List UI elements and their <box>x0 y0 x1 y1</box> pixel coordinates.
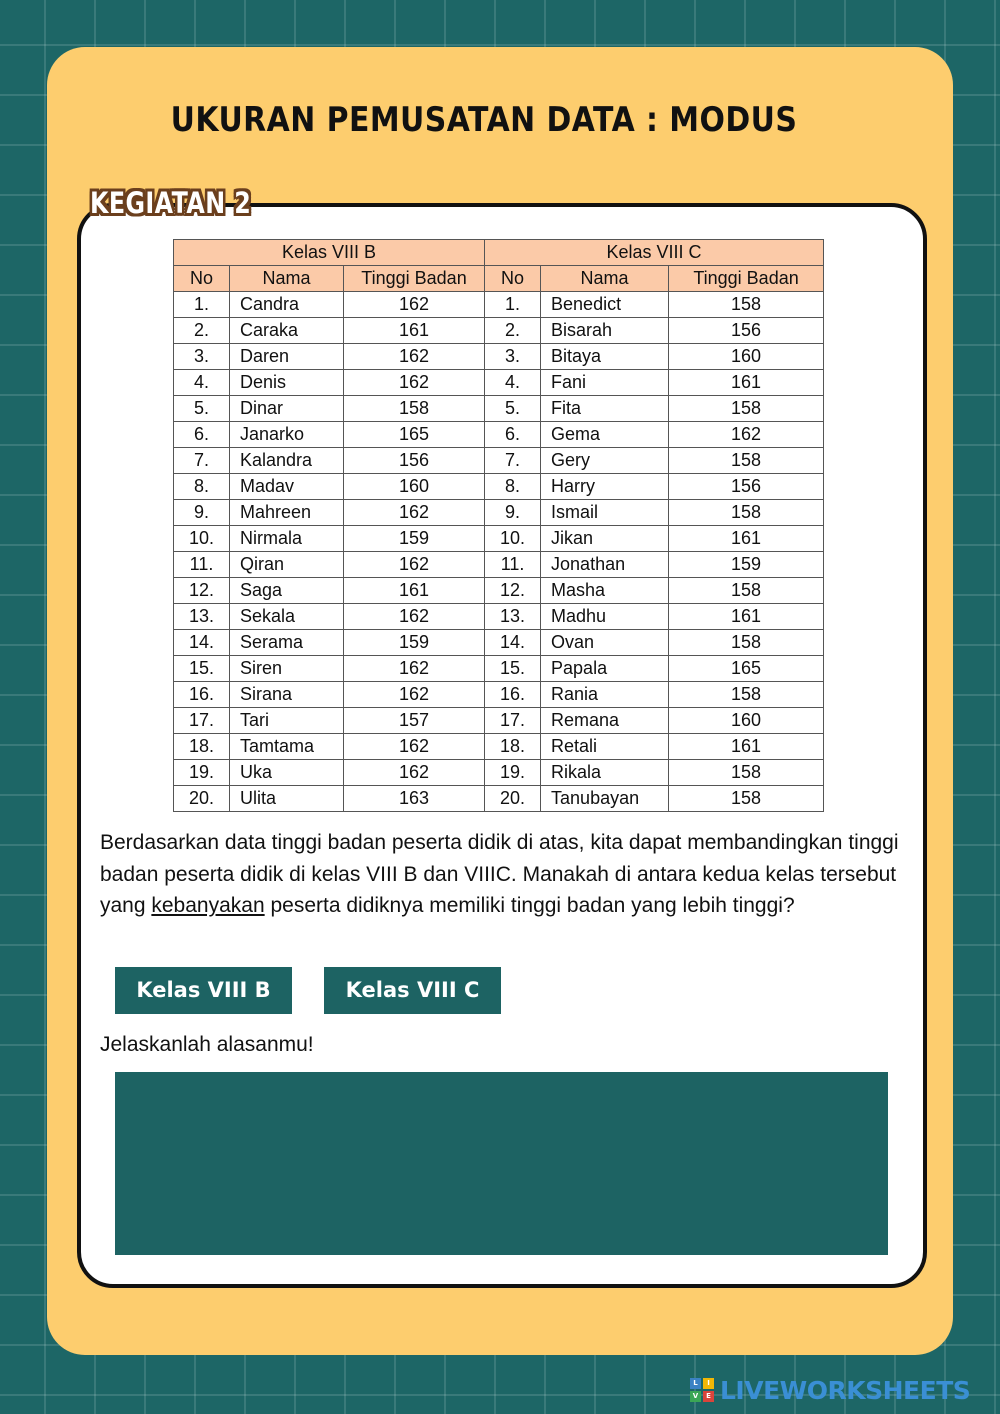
row-no-cell: 17. <box>485 708 541 734</box>
student-name-cell: Bisarah <box>541 318 669 344</box>
height-cell: 158 <box>669 760 824 786</box>
height-cell: 158 <box>669 396 824 422</box>
table-row <box>174 552 824 578</box>
table-column-header-row <box>174 266 824 292</box>
row-no-cell: 14. <box>174 630 230 656</box>
height-cell: 160 <box>344 474 485 500</box>
height-cell: 159 <box>344 630 485 656</box>
student-name-cell: Ulita <box>230 786 344 812</box>
row-no-cell: 15. <box>174 656 230 682</box>
student-name-cell: Saga <box>230 578 344 604</box>
height-cell: 162 <box>344 760 485 786</box>
class-b-header: Kelas VIII B <box>174 240 485 266</box>
col-no-header: No <box>485 266 541 292</box>
height-cell: 165 <box>669 656 824 682</box>
height-cell: 162 <box>344 734 485 760</box>
height-cell: 162 <box>344 344 485 370</box>
student-name-cell: Tari <box>230 708 344 734</box>
row-no-cell: 15. <box>485 656 541 682</box>
option-kelas-viii-b-button[interactable]: Kelas VIII B <box>115 967 292 1014</box>
row-no-cell: 4. <box>174 370 230 396</box>
class-c-header: Kelas VIII C <box>485 240 824 266</box>
table-row <box>174 526 824 552</box>
height-cell: 157 <box>344 708 485 734</box>
height-cell: 162 <box>669 422 824 448</box>
table-row <box>174 344 824 370</box>
row-no-cell: 12. <box>485 578 541 604</box>
row-no-cell: 10. <box>174 526 230 552</box>
height-cell: 163 <box>344 786 485 812</box>
row-no-cell: 19. <box>485 760 541 786</box>
row-no-cell: 14. <box>485 630 541 656</box>
row-no-cell: 6. <box>485 422 541 448</box>
height-cell: 159 <box>669 552 824 578</box>
student-name-cell: Uka <box>230 760 344 786</box>
question-emphasis: kebanyakan <box>151 894 265 917</box>
height-cell: 158 <box>669 448 824 474</box>
liveworksheets-brand <box>690 1376 970 1404</box>
student-name-cell: Denis <box>230 370 344 396</box>
table-row <box>174 422 824 448</box>
height-cell: 158 <box>669 292 824 318</box>
row-no-cell: 5. <box>485 396 541 422</box>
row-no-cell: 7. <box>174 448 230 474</box>
height-cell: 156 <box>669 474 824 500</box>
height-cell: 161 <box>669 604 824 630</box>
row-no-cell: 9. <box>174 500 230 526</box>
table-row <box>174 474 824 500</box>
student-name-cell: Tamtama <box>230 734 344 760</box>
row-no-cell: 4. <box>485 370 541 396</box>
row-no-cell: 11. <box>485 552 541 578</box>
height-cell: 160 <box>669 708 824 734</box>
page-title: UKURAN PEMUSATAN DATA : MODUS <box>170 100 798 140</box>
row-no-cell: 16. <box>174 682 230 708</box>
brand-text: LIVEWORKSHEETS <box>720 1375 971 1405</box>
col-height-header: Tinggi Badan <box>344 266 485 292</box>
row-no-cell: 18. <box>174 734 230 760</box>
height-cell: 156 <box>344 448 485 474</box>
table-row <box>174 500 824 526</box>
row-no-cell: 5. <box>174 396 230 422</box>
table-row <box>174 578 824 604</box>
height-cell: 161 <box>344 578 485 604</box>
row-no-cell: 8. <box>485 474 541 500</box>
row-no-cell: 1. <box>485 292 541 318</box>
height-cell: 158 <box>344 396 485 422</box>
student-name-cell: Kalandra <box>230 448 344 474</box>
student-name-cell: Rikala <box>541 760 669 786</box>
height-cell: 158 <box>669 630 824 656</box>
col-name-header: Nama <box>541 266 669 292</box>
row-no-cell: 13. <box>174 604 230 630</box>
student-name-cell: Candra <box>230 292 344 318</box>
logo-letter: E <box>703 1391 714 1402</box>
row-no-cell: 19. <box>174 760 230 786</box>
explanation-answer-field[interactable] <box>115 1072 888 1255</box>
height-cell: 162 <box>344 500 485 526</box>
col-no-header: No <box>174 266 230 292</box>
height-cell: 161 <box>669 370 824 396</box>
height-cell: 160 <box>669 344 824 370</box>
row-no-cell: 17. <box>174 708 230 734</box>
student-name-cell: Papala <box>541 656 669 682</box>
student-name-cell: Retali <box>541 734 669 760</box>
table-row <box>174 708 824 734</box>
table-row <box>174 630 824 656</box>
table-row <box>174 396 824 422</box>
student-name-cell: Jikan <box>541 526 669 552</box>
table-row <box>174 318 824 344</box>
height-data-table <box>173 239 824 812</box>
question-text <box>100 827 920 922</box>
student-name-cell: Madav <box>230 474 344 500</box>
student-name-cell: Daren <box>230 344 344 370</box>
student-name-cell: Dinar <box>230 396 344 422</box>
height-cell: 162 <box>344 292 485 318</box>
student-name-cell: Gery <box>541 448 669 474</box>
row-no-cell: 3. <box>485 344 541 370</box>
row-no-cell: 6. <box>174 422 230 448</box>
row-no-cell: 1. <box>174 292 230 318</box>
row-no-cell: 7. <box>485 448 541 474</box>
student-name-cell: Bitaya <box>541 344 669 370</box>
student-name-cell: Ovan <box>541 630 669 656</box>
row-no-cell: 18. <box>485 734 541 760</box>
height-cell: 161 <box>669 526 824 552</box>
row-no-cell: 2. <box>485 318 541 344</box>
student-name-cell: Jonathan <box>541 552 669 578</box>
table-row <box>174 604 824 630</box>
table-class-header-row <box>174 240 824 266</box>
height-cell: 165 <box>344 422 485 448</box>
student-name-cell: Fita <box>541 396 669 422</box>
student-name-cell: Gema <box>541 422 669 448</box>
liveworksheets-logo-icon <box>690 1378 714 1402</box>
height-cell: 162 <box>344 370 485 396</box>
student-name-cell: Siren <box>230 656 344 682</box>
option-kelas-viii-c-button[interactable]: Kelas VIII C <box>324 967 501 1014</box>
student-name-cell: Sirana <box>230 682 344 708</box>
col-height-header: Tinggi Badan <box>669 266 824 292</box>
row-no-cell: 16. <box>485 682 541 708</box>
logo-letter: V <box>690 1391 701 1402</box>
table-row <box>174 786 824 812</box>
row-no-cell: 20. <box>174 786 230 812</box>
table-row <box>174 760 824 786</box>
student-name-cell: Caraka <box>230 318 344 344</box>
height-cell: 162 <box>344 604 485 630</box>
table-row <box>174 448 824 474</box>
student-name-cell: Nirmala <box>230 526 344 552</box>
student-name-cell: Remana <box>541 708 669 734</box>
student-name-cell: Masha <box>541 578 669 604</box>
student-name-cell: Qiran <box>230 552 344 578</box>
table-row <box>174 370 824 396</box>
student-name-cell: Janarko <box>230 422 344 448</box>
question-part2: peserta didiknya memiliki tinggi badan yang lebih tinggi? <box>264 894 795 917</box>
student-name-cell: Serama <box>230 630 344 656</box>
activity-label: KEGIATAN 2 <box>90 186 252 220</box>
student-name-cell: Ismail <box>541 500 669 526</box>
row-no-cell: 10. <box>485 526 541 552</box>
height-cell: 161 <box>669 734 824 760</box>
row-no-cell: 12. <box>174 578 230 604</box>
height-cell: 158 <box>669 682 824 708</box>
height-cell: 161 <box>344 318 485 344</box>
student-name-cell: Sekala <box>230 604 344 630</box>
row-no-cell: 3. <box>174 344 230 370</box>
row-no-cell: 8. <box>174 474 230 500</box>
logo-letter: L <box>690 1378 701 1389</box>
height-cell: 156 <box>669 318 824 344</box>
student-name-cell: Fani <box>541 370 669 396</box>
student-name-cell: Rania <box>541 682 669 708</box>
col-name-header: Nama <box>230 266 344 292</box>
height-cell: 158 <box>669 786 824 812</box>
student-name-cell: Benedict <box>541 292 669 318</box>
explanation-prompt: Jelaskanlah alasanmu! <box>100 1033 314 1056</box>
table-row <box>174 292 824 318</box>
student-name-cell: Tanubayan <box>541 786 669 812</box>
table-row <box>174 682 824 708</box>
height-cell: 158 <box>669 500 824 526</box>
student-name-cell: Harry <box>541 474 669 500</box>
height-cell: 162 <box>344 552 485 578</box>
height-cell: 158 <box>669 578 824 604</box>
row-no-cell: 11. <box>174 552 230 578</box>
row-no-cell: 9. <box>485 500 541 526</box>
row-no-cell: 20. <box>485 786 541 812</box>
student-name-cell: Mahreen <box>230 500 344 526</box>
student-name-cell: Madhu <box>541 604 669 630</box>
table-row <box>174 734 824 760</box>
question-part1: Berdasarkan data tinggi badan peserta didik di atas, kita dapat membandingkan tinggi badan peserta didik di kelas VIII B dan VIIIC. Manakah di antara kedua kelas tersebut yang <box>100 831 899 917</box>
row-no-cell: 13. <box>485 604 541 630</box>
row-no-cell: 2. <box>174 318 230 344</box>
table-row <box>174 656 824 682</box>
height-cell: 159 <box>344 526 485 552</box>
height-cell: 162 <box>344 682 485 708</box>
logo-letter: I <box>703 1378 714 1389</box>
height-cell: 162 <box>344 656 485 682</box>
